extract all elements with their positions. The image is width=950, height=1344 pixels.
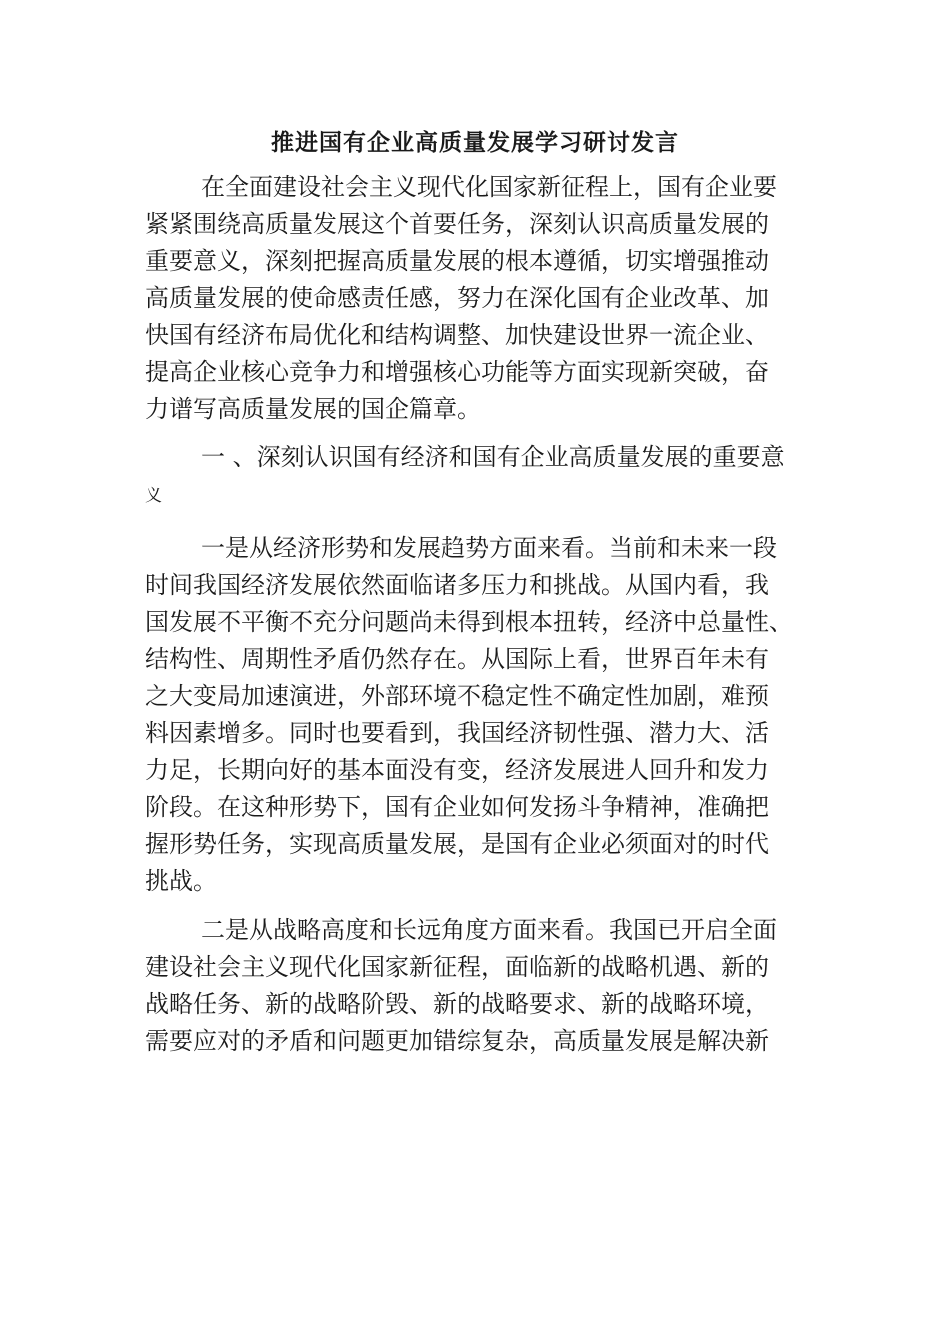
paragraph-line: 阶段。在这种形势下，国有企业如何发扬斗争精神，准确把	[145, 793, 769, 821]
paragraph-line: 力足，长期向好的基本面没有变，经济发展进人回升和发力	[145, 756, 769, 784]
paragraph-line: 一是从经济形势和发展趋势方面来看。当前和未来一段	[201, 534, 777, 562]
intro-line: 快国有经济布局优化和结构调整、加快建设世界一流企业、	[145, 321, 769, 349]
intro-line: 高质量发展的使命感责任感，努力在深化国有企业改革、加	[145, 284, 769, 312]
intro-line: 在全面建设社会主义现代化国家新征程上，国有企业要	[201, 173, 777, 201]
paragraph-line: 时间我国经济发展依然面临诸多压力和挑战。从国内看，我	[145, 571, 769, 599]
paragraph-line: 战略任务、新的战略阶毁、新的战略要求、新的战略环境，	[145, 990, 769, 1018]
intro-line: 紧紧围绕高质量发展这个首要任务，深刻认识高质量发展的	[145, 210, 769, 238]
intro-line: 提高企业核心竞争力和增强核心功能等方面实现新突破，奋	[145, 358, 769, 386]
paragraph-line: 握形势任务，实现高质量发展，是国有企业必须面对的时代	[145, 830, 769, 858]
document-title: 推进国有企业高质量发展学习研讨发言	[271, 130, 679, 156]
paragraph-line: 之大变局加速演进，外部环境不稳定性不确定性加剧，难预	[145, 682, 769, 710]
paragraph-line: 挑战。	[145, 867, 217, 895]
paragraph-line: 二是从战略高度和长远角度方面来看。我国已开启全面	[201, 916, 777, 944]
intro-line: 力谱写高质量发展的国企篇章。	[145, 395, 481, 423]
paragraph-line: 结构性、周期性矛盾仍然存在。从国际上看，世界百年未有	[145, 645, 769, 673]
intro-line: 重要意义，深刻把握高质量发展的根本遵循，切实增强推动	[145, 247, 769, 275]
section-heading-line: 一 、深刻认识国有经济和国有企业高质量发展的重要意	[201, 443, 785, 471]
paragraph-line: 国发展不平衡不充分问题尚未得到根本扭转，经济中总量性、	[145, 608, 793, 636]
paragraph-line: 料因素增多。同时也要看到，我国经济韧性强、潜力大、活	[145, 719, 769, 747]
section-heading-line: 义	[145, 486, 162, 506]
paragraph-line: 建设社会主义现代化国家新征程，面临新的战略机遇、新的	[145, 953, 769, 981]
paragraph-line: 需要应对的矛盾和问题更加错综复杂，高质量发展是解决新	[145, 1027, 769, 1055]
